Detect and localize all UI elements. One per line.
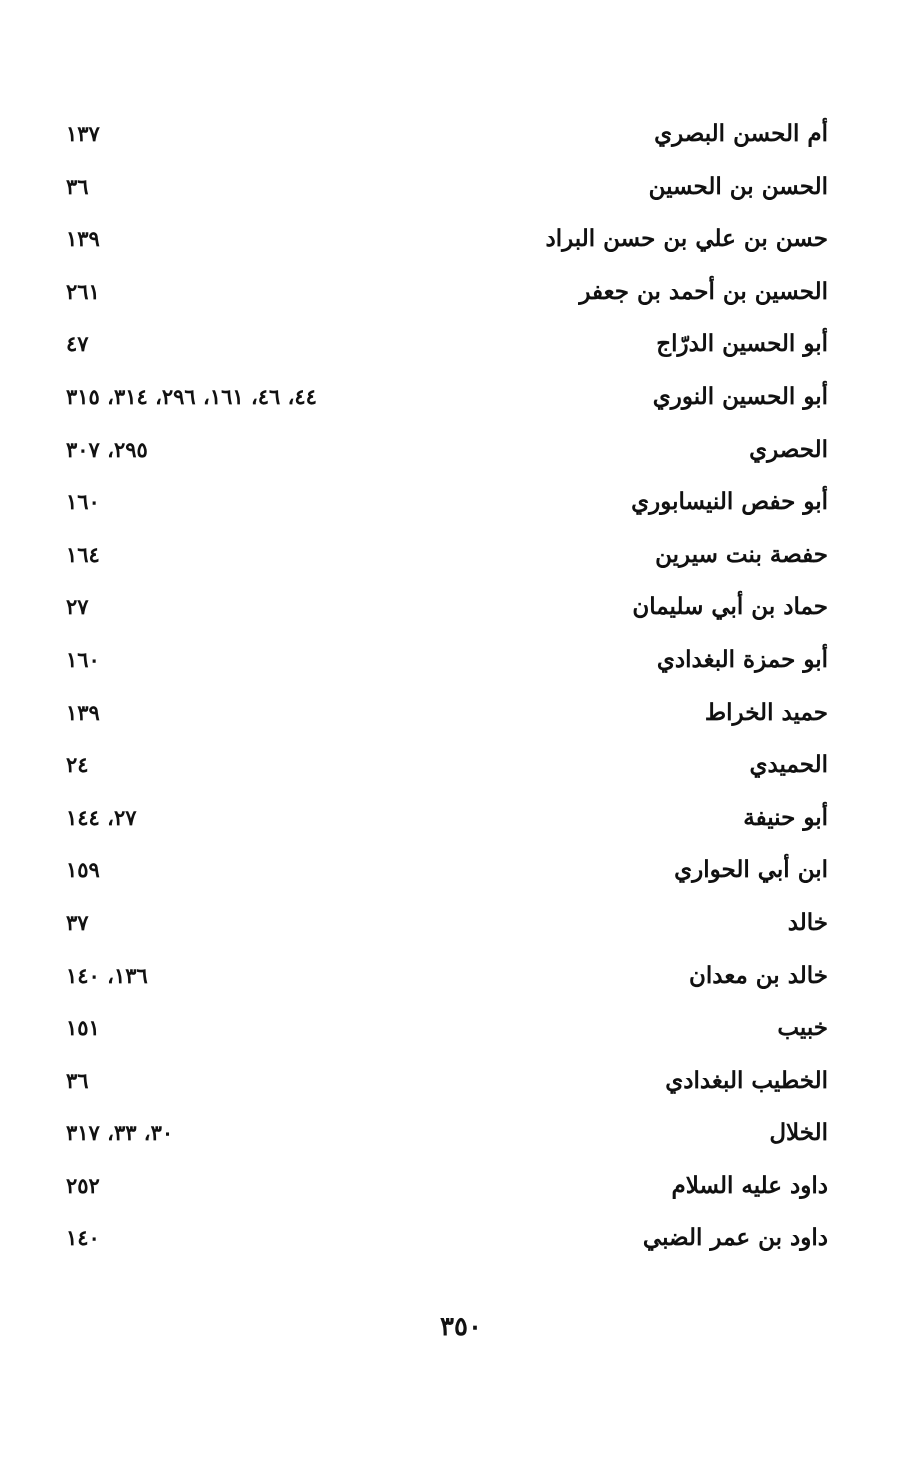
index-entry (66, 1212, 828, 1265)
entry-name: خالد (787, 908, 828, 936)
entry-page-refs: ٢٥٢ (66, 1172, 100, 1198)
entry-name: الحسين بن أحمد بن جعفر (579, 277, 828, 305)
entry-page-refs: ١٣٧ (66, 121, 100, 146)
entry-name: الخلال (769, 1119, 828, 1147)
entry-page-refs: ٢٤ (66, 752, 89, 778)
entry-name: أبو حفص النيسابوري (631, 488, 828, 516)
index-entry (66, 424, 828, 477)
entry-page-refs: ٣٠، ٣٣، ٣١٧ (66, 1120, 174, 1146)
index-entry (66, 1002, 828, 1055)
index-entry (66, 266, 828, 319)
index-entry (66, 792, 828, 845)
entry-name: أبو الحسين الدرّاج (656, 330, 828, 358)
entry-page-refs: ٣٦ (66, 1067, 89, 1093)
index-entry (66, 213, 828, 266)
entry-page-refs: ٢٩٥، ٣٠٧ (66, 436, 148, 462)
entry-page-refs: ١٦٤ (66, 541, 100, 567)
index-entry (66, 1107, 828, 1160)
entry-page-refs: ١٤٠ (66, 1225, 100, 1251)
entry-name: حفصة بنت سيرين (655, 540, 828, 568)
entry-page-refs: ٢٦١ (66, 278, 100, 304)
index-entry (66, 1160, 828, 1213)
entry-name: ابن أبي الحواري (674, 856, 828, 884)
index-entry (66, 687, 828, 740)
index-entry (66, 897, 828, 950)
index-entry (66, 739, 828, 792)
entry-page-refs: ٣٧ (66, 909, 89, 935)
entry-name: خالد بن معدان (689, 961, 828, 989)
name-index-list (66, 108, 828, 1265)
entry-name: أبو حمزة البغدادي (656, 645, 828, 673)
page-number: ٣٥٠ (440, 1312, 482, 1342)
entry-name: داود بن عمر الضبي (642, 1224, 828, 1252)
index-entry (66, 476, 828, 529)
entry-name: الخطيب البغدادي (665, 1066, 828, 1094)
index-entry (66, 318, 828, 371)
entry-name: الحصري (749, 435, 828, 463)
entry-page-refs: ١٥١ (66, 1015, 100, 1041)
entry-page-refs: ١٥٩ (66, 857, 100, 883)
entry-name: خبيب (777, 1014, 828, 1042)
entry-page-refs: ١٣٦، ١٤٠ (66, 962, 148, 988)
entry-page-refs: ١٣٩ (66, 226, 100, 252)
entry-page-refs: ٢٧ (66, 594, 89, 620)
entry-page-refs: ٣٦ (66, 173, 89, 199)
index-entry (66, 844, 828, 897)
entry-name: حميد الخراط (704, 698, 828, 726)
entry-page-refs: ١٦٠ (66, 646, 100, 672)
index-entry (66, 634, 828, 687)
index-entry (66, 581, 828, 634)
entry-name: الحسن بن الحسين (648, 172, 828, 200)
entry-name: أم الحسن البصري (654, 120, 828, 147)
entry-page-refs: ١٣٩ (66, 699, 100, 725)
entry-name: الحميدي (749, 751, 828, 779)
index-entry (66, 161, 828, 214)
entry-page-refs: ١٦٠ (66, 489, 100, 515)
index-entry (66, 371, 828, 424)
index-entry (66, 950, 828, 1003)
entry-page-refs: ٤٤، ٤٦، ١٦١، ٢٩٦، ٣١٤، ٣١٥ (66, 383, 317, 409)
index-entry (66, 108, 828, 161)
index-entry (66, 1055, 828, 1108)
entry-name: داود عليه السلام (671, 1171, 828, 1199)
entry-page-refs: ٤٧ (66, 331, 89, 357)
index-entry (66, 529, 828, 582)
entry-name: أبو الحسين النوري (652, 382, 828, 410)
entry-name: حماد بن أبي سليمان (632, 593, 828, 621)
entry-name: حسن بن علي بن حسن البراد (545, 225, 828, 253)
entry-page-refs: ٢٧، ١٤٤ (66, 804, 137, 830)
entry-name: أبو حنيفة (743, 803, 828, 831)
